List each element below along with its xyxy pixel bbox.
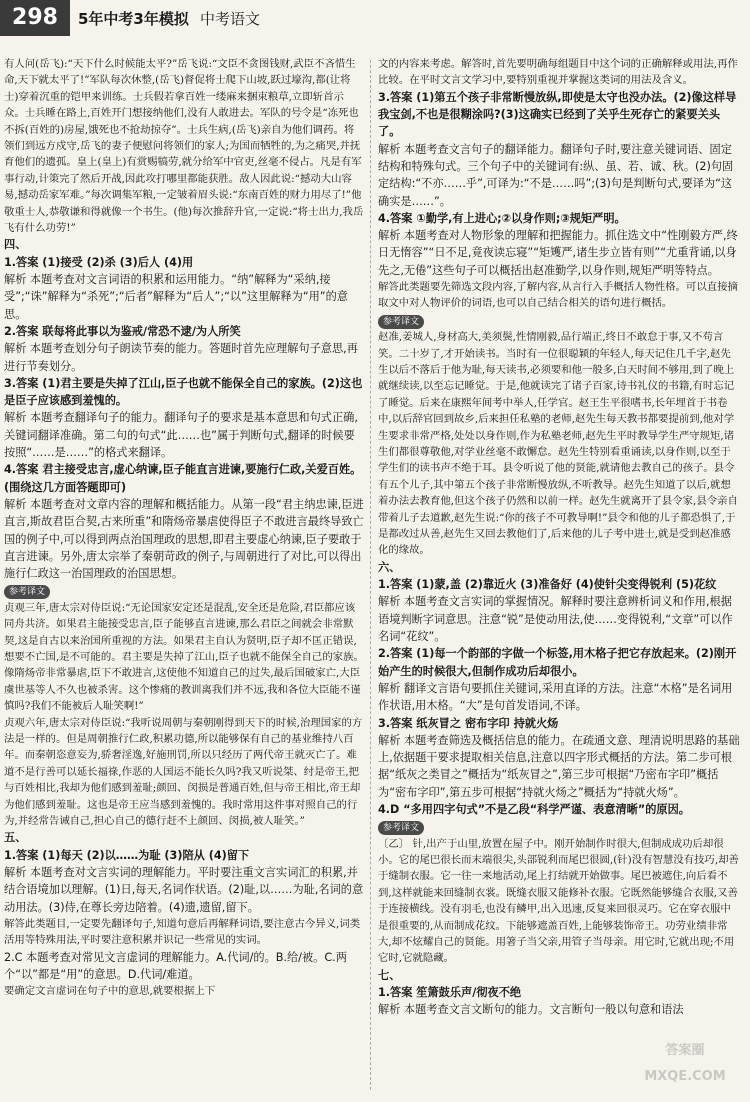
answer-line: 2.答案 联每将此事以为鉴戒/常恐不逮/为人所笑 — [4, 324, 241, 338]
analysis-line: 解析 本题考查筛选及概括信息的能力。在疏通文意、理清说明思路的基础上,依据题干要求提取相关信息,注意以四字形式概括的方法。第二步可根据“纸灰之类冒之”概括为“纸灰冒之”,第三步可根据“乃密布字印”概括为“密布字印”,第五步可根据“持就火炀之”概括为“持就火炀”。 — [378, 733, 740, 799]
translation-paragraph: 贞观三年,唐太宗对侍臣说:“无论国家安定还是混乱,安全还是危险,君臣都应该同舟共济。如果君主能接受忠言,臣子能够直言进谏,那么君臣之间就会非常默契,这是自古以来治国所重视的方法。如果君主自认为贤明,臣子却不匡正错误,想要不亡国,是不可能的。君主要是失掉了江山,臣子也就不能保全自己的家族。像隋炀帝非常暴虐,臣下不敢进言,这使他不知道自己的过失,最后国破家亡,大臣虞世基等人不久也被杀害。这个惨痛的教训离我们并不远,我和各位大臣能不谨慎吗?我们不能被后人耻笑啊!” — [4, 601, 364, 713]
answer-line: 1.答案 笙箫鼓乐声/彻夜不绝 — [378, 986, 522, 1000]
analysis-line: 解析 本题考查文言句子的翻译能力。翻译句子时,要注意关键词语、固定结构和特殊句式。三个句子中的关键词有:纵、虽、若、诚、秋。(2)句固定结构:“不亦……乎”,可译为:“不是……吗”;(3)句是判断句式,要译为“这确实是……”。 — [378, 142, 734, 208]
page-header — [0, 0, 750, 50]
tip-paragraph: 解答此类题要先筛选文段内容,了解内容,从言行入手概括人物性格。可以直接摘取文中对人物评价的词语,也可以自己结合相关的语句进行概括。 — [378, 281, 738, 310]
watermark-line1: 答案圈 — [665, 1043, 705, 1058]
book-series: 5年中考3年模拟 — [78, 10, 189, 28]
answer-line: 3.答案 (1)第五个孩子非常断慢放纵,即使是太守也没办法。(2)像这样导我宝剑,不也是很糊涂吗?(3)这确实已经到了关乎生死存亡的紧要关头了。 — [378, 90, 737, 139]
column-divider — [370, 60, 371, 1090]
answer-line: 4.D “多用四字句式”不是乙段“科学严谨、表意清晰”的原因。 — [378, 803, 690, 817]
analysis-line: 解析 翻译文言语句要抓住关键词,采用直译的方法。注意“木格”是名词用作状语,用木格。“大”是句首发语词,不译。 — [378, 681, 733, 713]
section-heading: 七、 — [378, 968, 401, 982]
analysis-line: 解析 本题考查翻译句子的能力。翻译句子的要求是基本意思和句式正确,关键词翻译准确。第二句的句式“此……也”属于判断句式,翻译的时候要按照“……是……”的格式来翻译。 — [4, 411, 358, 460]
section-heading: 四、 — [4, 238, 27, 252]
page-number: 298 — [0, 0, 70, 36]
answer-line: 4.答案 君主接受忠言,虚心纳谏,臣子能直言进谏,要施行仁政,关爱百姓。(围绕这几方面答题即可) — [4, 463, 362, 494]
answer-line: 4.答案 ①勤学,有上进心;②以身作则;③规矩严明。 — [378, 211, 626, 225]
answer-line: 2.C 本题考查对常见文言虚词的理解能力。A.代词/的。B.给/被。C.两个“以”都是“用”的意思。D.代词/难道。 — [4, 950, 347, 981]
analysis-line: 解析 本题考查文言文断句的能力。文言断句一般以句意和语法 — [378, 1003, 684, 1017]
answer-line: 3.答案 (1)君主要是失掉了江山,臣子也就不能保全自己的家族。(2)这也是臣子应该感到羞愧的。 — [4, 376, 363, 408]
left-column — [4, 56, 364, 1000]
right-column — [378, 56, 740, 1019]
answer-line: 2.答案 (1)每一个韵部的字做一个标签,用木格子把它存放起来。(2)刚开始产生的时候很大,但制作成功后却很小。 — [378, 647, 737, 678]
translation-paragraph: 赵准,姜城人,身材高大,美须鬓,性情刚毅,品行端正,终日不敢怠于事,又不苟言笑。二十岁了,才开始读书。当时有一位很聪颖的年轻人,每天记住几千字,赵先生以后不落后于他为耻,每天读书,必须要和他一般多,白天时间不够用,到了晚上就继续读,以至忘记睡觉。于是,他就读完了诸子百家,诗书礼仪的书籍,有时忘记了睡觉。后来在康熙年间考中举人,任学官。赵王生平很嗜书,长年埋首于书卷中,以后辞官回到故乡,后来担任私塾的老师,赵先生每天教书都要提前到,他对学生要求非常严格,处处以身作则,作为私塾老师,赵先生平时教导学生严守规矩,诸生们都很尊敬他,对学业丝毫不敢懈怠。赵先生特别看重诵读,以身作则,以至于学生们的读书声不绝于耳。县令听说了他的贤能,就请他去教自己的孩子。县令有五个儿子,其中第五个孩子非常断慢放纵,不听教导。赵先生知道了以后,就想着办法去教育他,但这个孩子仍然和以前一样。赵先生就离开了县令家,县令亲自带着儿子去道歉,赵先生说:“你的孩子不可教导啊!”县令和他的儿子都恐惧了,于是都改过从善,赵先生又回去教他们了,后来他的儿子考中进士,就是受到赵准感化的缘故。 — [378, 331, 738, 557]
reference-tag: 参考译文 — [4, 585, 50, 599]
reference-tag: 参考译文 — [378, 821, 424, 835]
book-subject: 中考语文 — [200, 10, 261, 28]
reference-tag: 参考译文 — [378, 315, 424, 329]
analysis-line: 解析 本题考查文言实词的掌握情况。解释时要注意辨析词义和作用,根据语境判断字词意思。注意“锐”是使动用法,使……变得锐利,“文章”可以作名词“花纹”。 — [378, 595, 733, 644]
answer-line: 1.答案 (1)每天 (2)以……为耻 (3)陪从 (4)留下 — [4, 848, 250, 862]
translation-paragraph: 有人问(岳飞):“天下什么时候能太平?”岳飞说:“文臣不贪图钱财,武臣不吝惜生命,天下就太平了!”军队每次休整,(岳飞)督促将士爬下山坡,跃过壕沟,都(让将士)穿着沉重的铠甲来训练。士兵假若拿百姓一缕麻来捆束粮草,立即斩首示众。士兵睡在路上,百姓开门想接纳他们,没有人敢进去。军队的号令是“冻死也不拆(百姓的)房屋,饿死也不抢劫掠夺”。士兵生病,(岳飞)亲自为他们调药。将领们到远方戍守,岳飞的妻子便慰问将领们的家人;为国而牺牲的,为之痛哭,并抚育他们的遗孤。皇上(皇上)有赏赐犒劳,就分给军中官吏,丝毫不侵占。凡是有军事行动,计策完了然后开战,因此攻打哪里都能获胜。敌人因此说:“撼动大山容易,撼动岳家军难。”每次调集军粮,一定皱着眉头说:“东南百姓的财力用尽了!”他敬重士人,恭敬谦和得就像一个书生。(他)每次推辞升官,一定说:“将士出力,我岳飞有什么功劳!” — [4, 58, 364, 235]
analysis-line: 解析 本题考查对文言词语的积累和运用能力。“纳”解释为“采纳,接受”;“诛”解释为“杀死”;“后者”解释为“后人”;“以”这里解释为“用”的意思。 — [4, 273, 348, 321]
tip-paragraph: 要确定文言虚词在句子中的意思,就要根据上下 — [4, 985, 216, 998]
answer-line: 1.答案 (1)蒙,盖 (2)靠近火 (3)准备好 (4)使针尖变得锐利 (5)花纹 — [378, 578, 717, 592]
translation-paragraph: 〔乙〕 针,出产于山里,放置在屋子中。刚开始制作时很大,但制成成功后却很小。它的尾巴很长而末端很尖,头部锐利而尾巴很圆,(针)没有智慧没有技巧,却善于缝制衣服。它一往一来地活动,尾上打结就开始做事。尾巴被遮住,向后看不到,这样就能来回缝制衣裳。既缝衣服又能修补衣服。它既然能够缝合衣服,又善于连接横线。没有羽毛,也没有鳞甲,出入迅速,反复来回很灵巧。它在穿衣服中是很重要的,从而制成花纹。下能够遮盖百姓,上能够装饰帝王。功劳业绩非常大,却不炫耀自己的贤能。用箸子当父亲,用管子当母亲。用它时,它就出现;不用它时,它就隐藏。 — [378, 837, 739, 965]
tip-paragraph: 文的内容来考虑。解答时,首先要明确每组题目中这个词的正确解释或用法,再作比较。在平时文言文学习中,要特别重视并掌握这类词的用法及含义。 — [378, 58, 738, 87]
answer-line: 3.答案 纸灰冒之 密布字印 持就火炀 — [378, 716, 559, 730]
section-heading: 五、 — [4, 831, 27, 845]
analysis-line: 解析 本题考查对文章内容的理解和概括能力。从第一段“君主纳忠谏,臣进直言,斯故君臣合契,古来所重”和隋炀帝暴虐使得臣子不敢进言最终导致亡国的例子中,可以得到两点治国理政的思想,即君主要虚心纳谏,臣子要敢于直言进谏。另外,唐太宗举了秦朝苛政的例子,与周朝进行了对比,可以得出施行仁政这一治国理政的治国思想。 — [4, 497, 364, 581]
analysis-line: 解析 本题考查对文言实词的理解能力。平时要注重文言实词汇的积累,并结合语境加以理解。(1)日,每天,名词作状语。(2)耻,以……为耻,名词的意动用法。(3)侍,在尊长旁边陪着。(4)遗,遗留,留下。 — [4, 865, 364, 914]
site-watermark-logo — [626, 1038, 744, 1096]
tip-paragraph: 解答此类题目,一定要先翻译句子,知道句意后再解释词语,要注意古今异义,词类活用等特殊用法,平时要注意积累并识记一些常见的实词。 — [4, 917, 361, 947]
analysis-line: 解析 本题考查划分句子朗读节奏的能力。答题时首先应理解句子意思,再进行节奏划分。 — [4, 342, 358, 373]
answer-line: 1.答案 (1)接受 (2)杀 (3)后人 (4)用 — [4, 255, 194, 269]
watermark-line2: MXQE.COM — [644, 1069, 726, 1084]
section-heading: 六、 — [378, 560, 401, 574]
translation-paragraph: 贞观六年,唐太宗对侍臣说:“我听说周朝与秦朝刚得到天下的时候,治理国家的方法是一样的。但是周朝推行仁政,积累功德,所以能够保有自己的基业维持八百年。而秦朝恣意妄为,骄奢淫逸,好施刑罚,所以只经历了两代帝王就灭亡了。难道不是行善可以延长福祿,作恶的人国运不能长久吗?我又听说桀、纣是帝王,把与百姓相比,我却为他们感到羞耻;颜回、闵损是普通百姓,但与帝王相比,帝王却为他们感到羞耻。这也是帝王应当感到羞愧的。我时常用这件事对照自己的行为,并经常告诫自己,担心自己的德行赶不上颜回、闵损,被人耻笑。” — [4, 716, 363, 827]
analysis-line: 解析 本题考查对人物形象的理解和把握能力。抓住选文中“性刚毅方严,终日无惰容”“日不足,竟夜读忘寝”“矩矱严,诸生步立皆有则”“尤重背诵,以身先之,无倦”这些句子可以概括出赵准勤学,以身作则,规矩严明等特点。 — [378, 229, 738, 277]
